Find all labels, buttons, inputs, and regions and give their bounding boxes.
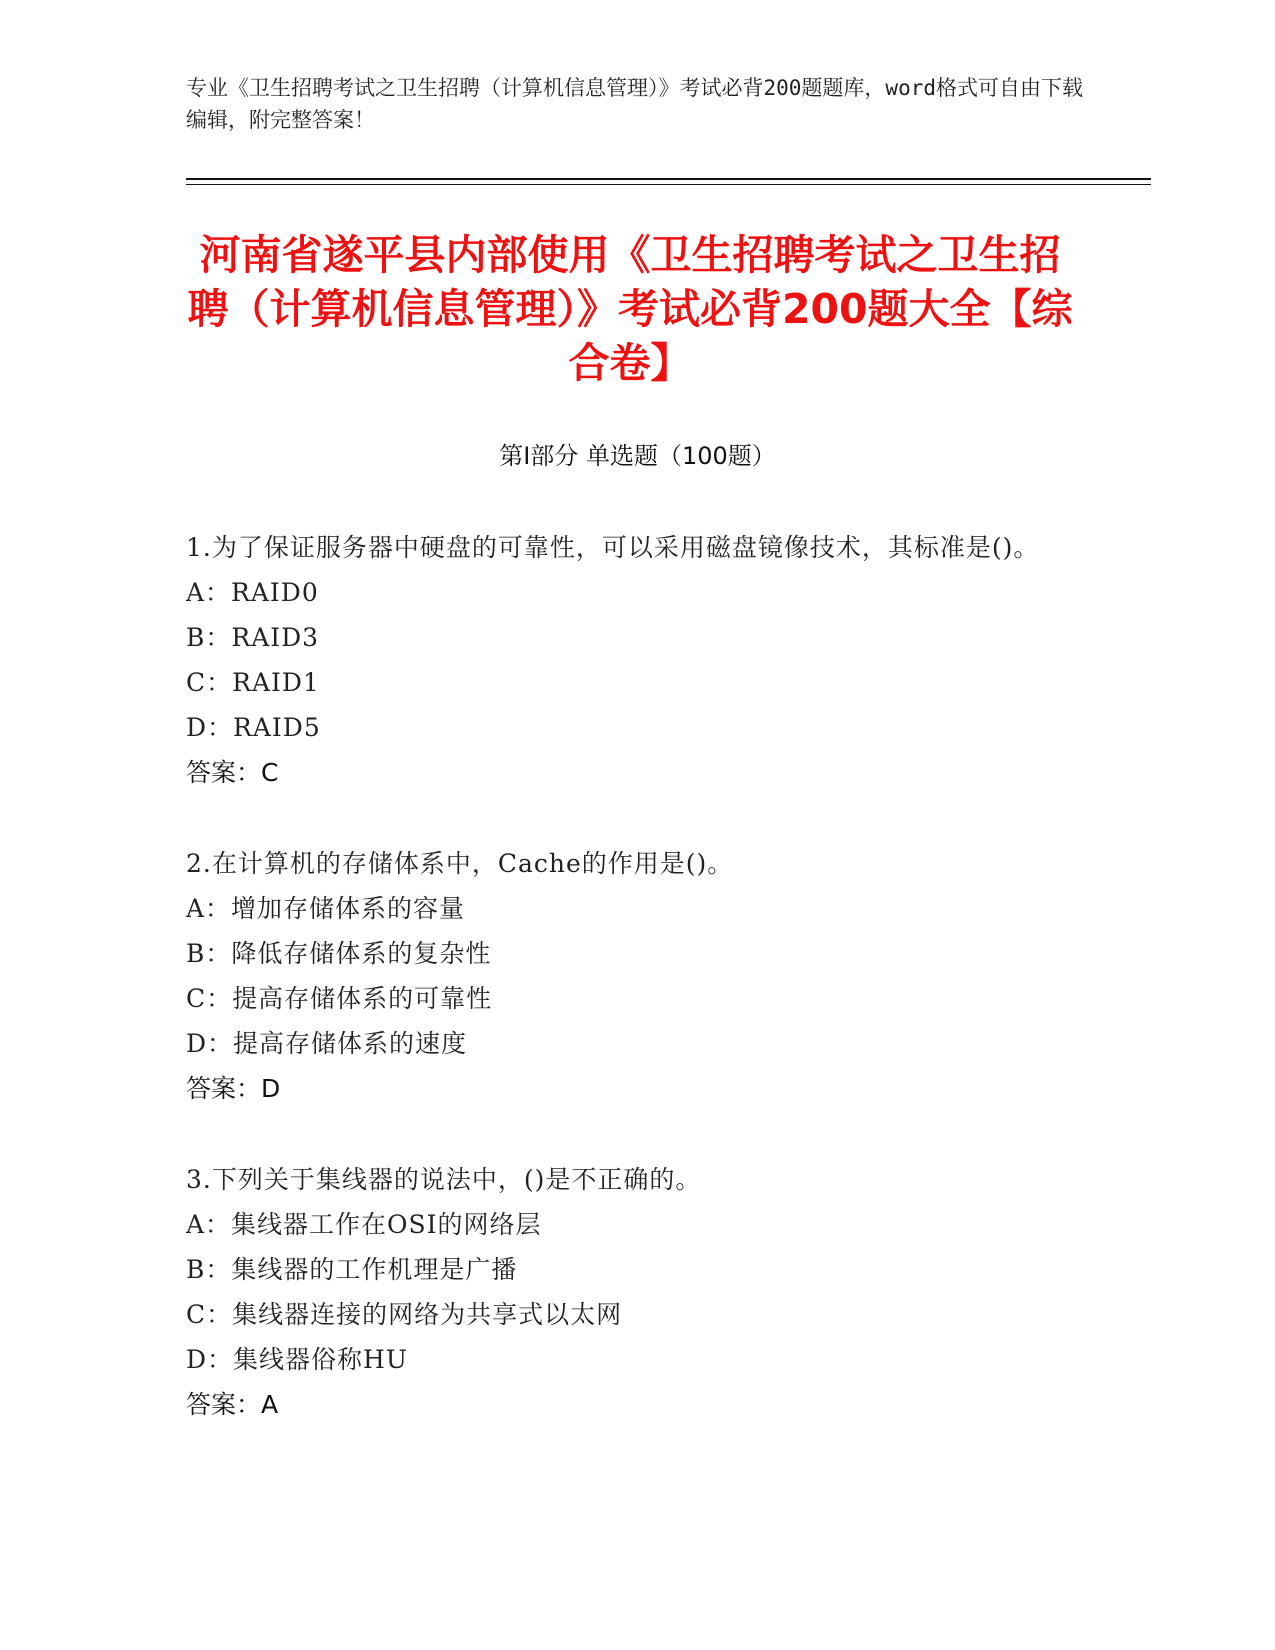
option-b: B：降低存储体系的复杂性 <box>186 939 492 968</box>
question-item <box>186 1157 1086 1427</box>
option-d: D：提高存储体系的速度 <box>186 1029 468 1058</box>
option-b: B：集线器的工作机理是广播 <box>186 1255 518 1284</box>
option-c: C：RAID1 <box>186 668 320 697</box>
document-title: 河南省遂平县内部使用《卫生招聘考试之卫生招聘（计算机信息管理）》考试必背200题大全【综合卷】 <box>187 231 1073 387</box>
question-text: 3.下列关于集线器的说法中，()是不正确的。 <box>186 1165 702 1194</box>
question-item <box>186 525 1086 795</box>
question-item <box>186 841 1086 1111</box>
option-a: A：集线器工作在OSI的网络层 <box>186 1210 542 1239</box>
header-rule-thick <box>186 178 1151 180</box>
answer-line: 答案：D <box>186 1074 281 1103</box>
section-heading: 第Ⅰ部分 单选题（100题） <box>499 442 776 470</box>
question-list <box>186 525 1086 1473</box>
option-c: C：提高存储体系的可靠性 <box>186 984 493 1013</box>
option-c: C：集线器连接的网络为共享式以太网 <box>186 1300 623 1329</box>
answer-line: 答案：A <box>186 1390 279 1419</box>
option-b: B：RAID3 <box>186 623 320 652</box>
header-rule-thin <box>186 184 1151 185</box>
header-note: 专业《卫生招聘考试之卫生招聘（计算机信息管理）》考试必背200题题库，word格式可自由下载编辑，附完整答案！ <box>186 76 1083 132</box>
answer-line: 答案：C <box>186 758 279 787</box>
option-d: D：RAID5 <box>186 713 321 742</box>
option-a: A：增加存储体系的容量 <box>186 894 466 923</box>
question-text: 1.为了保证服务器中硬盘的可靠性，可以采用磁盘镜像技术，其标准是()。 <box>186 533 1040 562</box>
option-d: D：集线器俗称HU <box>186 1345 408 1374</box>
option-a: A：RAID0 <box>186 578 319 607</box>
question-text: 2.在计算机的存储体系中，Cache的作用是()。 <box>186 849 734 878</box>
